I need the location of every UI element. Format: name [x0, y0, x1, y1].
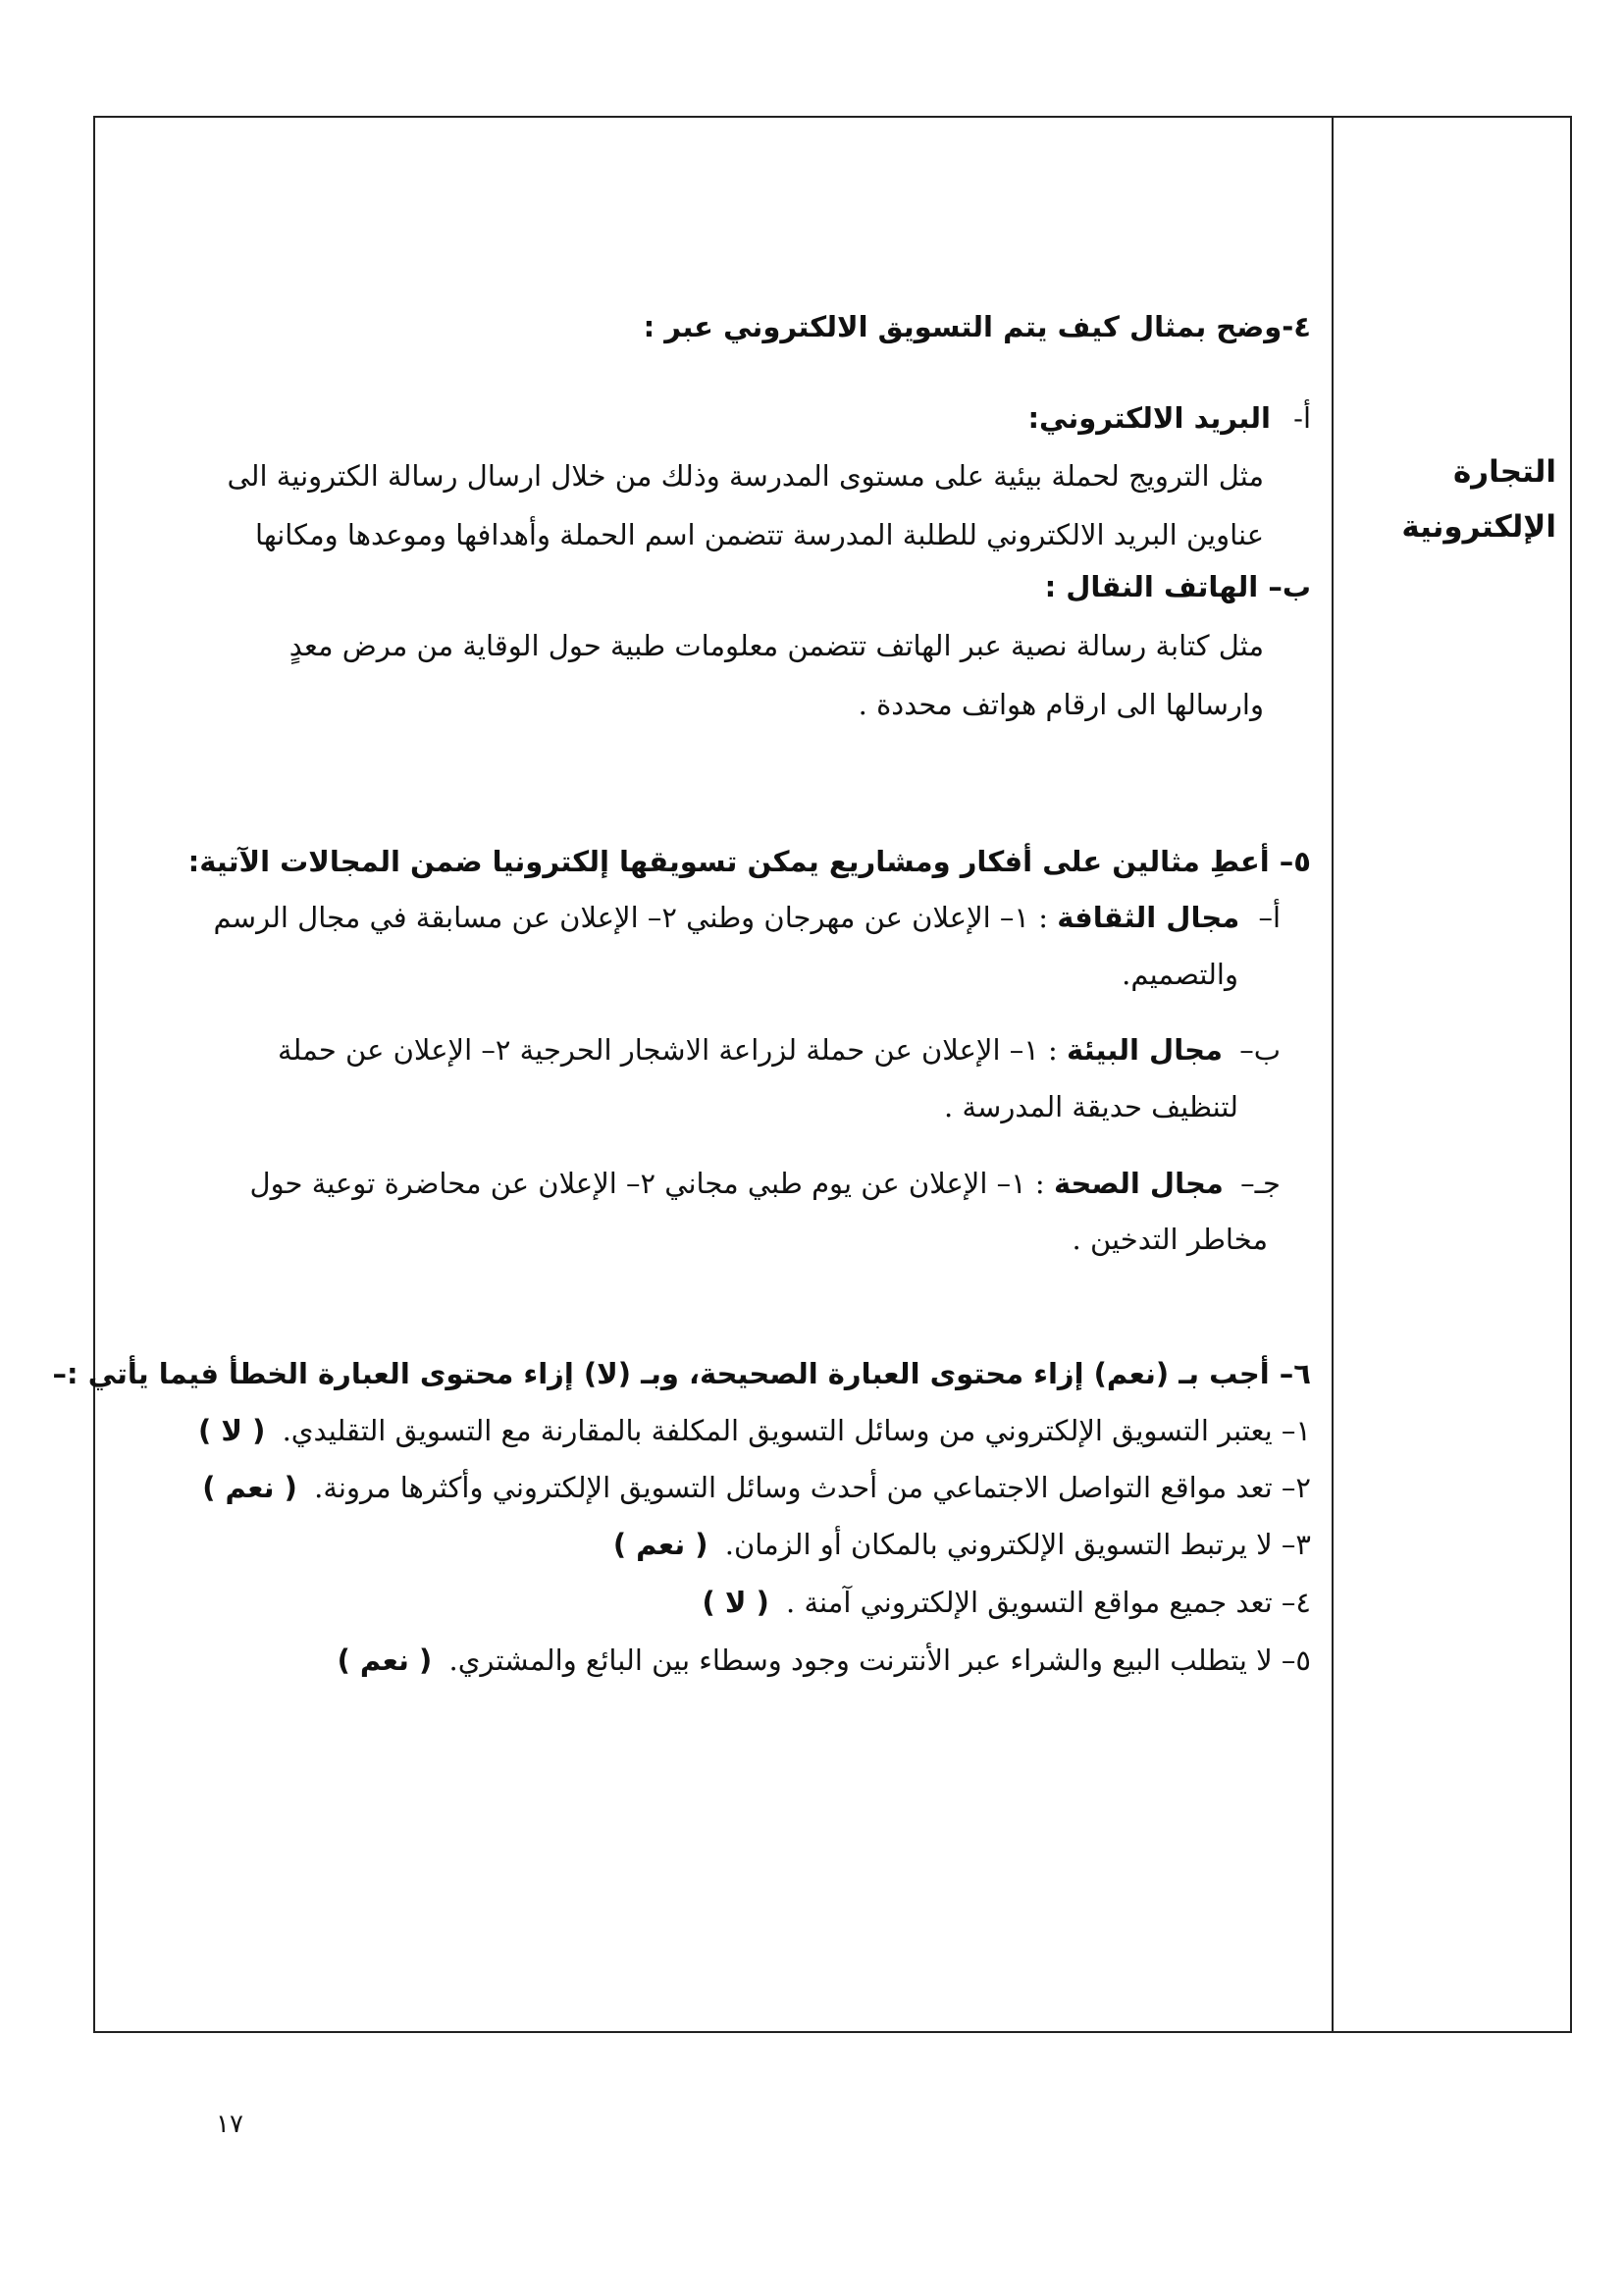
topic-title-line2: الإلكترونية	[1401, 509, 1556, 545]
q6-statement-2	[202, 1468, 1311, 1507]
q5-item-a-prefix: أ–	[1258, 901, 1281, 934]
q5-item-c-title: مجال الصحة	[1053, 1167, 1224, 1200]
q6-statement-5-answer: ( نعم )	[337, 1644, 433, 1677]
q4-item-b-line2: وارسالها الى ارقام هواتف محددة .	[858, 688, 1264, 721]
q6-statement-4-text: ٤– تعد جميع مواقع التسويق الإلكتروني آمنة .	[786, 1586, 1311, 1619]
q6-statement-1-text: ١– يعتبر التسويق الإلكتروني من وسائل التسويق المكلفة بالمقارنة مع التسويق التقليدي.	[282, 1414, 1311, 1447]
q4-item-b-line1: مثل كتابة رسالة نصية عبر الهاتف تتضمن معلومات طبية حول الوقاية من مرض معدٍ	[288, 629, 1264, 662]
q5-item-a	[213, 898, 1281, 937]
page-number: ١٧	[216, 2110, 243, 2139]
q5-item-c-continuation: مخاطر التدخين .	[1072, 1223, 1268, 1256]
q6-statement-1-answer: ( لا )	[198, 1414, 266, 1447]
q5-item-b-title: مجال البيئة	[1067, 1033, 1223, 1067]
q6-statement-4-answer: ( لا )	[702, 1586, 769, 1619]
q5-item-c-prefix: جـ–	[1240, 1167, 1281, 1200]
q5-item-c	[250, 1164, 1282, 1203]
q5-item-c-text: : ١– الإعلان عن يوم طبي مجاني ٢– الإعلان عن محاضرة توعية حول	[249, 1167, 1054, 1200]
q6-statement-2-text: ٢– تعد مواقع التواصل الاجتماعي من أحدث وسائل التسويق الإلكتروني وأكثرها مرونة.	[314, 1471, 1311, 1504]
q4-item-b-title: ب– الهاتف النقال :	[1044, 570, 1311, 603]
q4-item-a-line1: مثل الترويج لحملة بيئية على مستوى المدرسة وذلك من خلال ارسال رسالة الكترونية الى	[227, 459, 1264, 493]
side-column	[1335, 116, 1570, 2033]
q6-statement-3-answer: ( نعم )	[612, 1528, 708, 1561]
q5-item-a-continuation: والتصميم.	[1122, 958, 1238, 991]
q5-item-b-prefix: ب–	[1239, 1033, 1281, 1067]
q5-item-b	[278, 1030, 1281, 1070]
topic-title	[1350, 444, 1556, 554]
q6-statement-1	[198, 1411, 1311, 1450]
q6-statement-3	[613, 1525, 1311, 1564]
topic-title-line1: التجارة	[1452, 454, 1556, 490]
q4-item-a	[1027, 398, 1311, 438]
q6-statement-3-text: ٣– لا يرتبط التسويق الإلكتروني بالمكان أو الزمان.	[724, 1528, 1311, 1561]
q4-item-a-label: أ-	[1293, 401, 1311, 435]
q5-item-a-title: مجال الثقافة	[1057, 901, 1240, 934]
q4-item-a-line2: عناوين البريد الالكتروني للطلبة المدرسة تتضمن اسم الحملة وأهدافها وموعدها ومكانها	[255, 518, 1264, 551]
main-column	[52, 118, 1332, 2031]
q5-item-b-continuation: لتنظيف حديقة المدرسة .	[944, 1090, 1238, 1123]
q5-item-a-text: : ١– الإعلان عن مهرجان وطني ٢– الإعلان عن مسابقة في مجال الرسم	[213, 901, 1058, 934]
q4-heading: ٤-وضح بمثال كيف يتم التسويق الالكتروني عبر :	[643, 310, 1311, 343]
column-divider	[1332, 116, 1334, 2033]
q6-heading: ٦– أجب بـ (نعم) إزاء محتوى العبارة الصحيحة، وبـ (لا) إزاء محتوى العبارة الخطأ فيما يأتي :–	[52, 1357, 1311, 1390]
q4-item-a-title: البريد الالكتروني:	[1027, 401, 1271, 435]
q6-statement-4	[703, 1583, 1311, 1622]
q5-item-b-text: : ١– الإعلان عن حملة لزراعة الاشجار الحرجية ٢– الإعلان عن حملة	[277, 1033, 1068, 1067]
q6-statement-2-answer: ( نعم )	[202, 1471, 297, 1504]
q6-statement-5-text: ٥– لا يتطلب البيع والشراء عبر الأنترنت وجود وسطاء بين البائع والمشتري.	[448, 1644, 1311, 1677]
q5-heading: ٥– أعطِ مثالين على أفكار ومشاريع يمكن تسويقها إلكترونيا ضمن المجالات الآتية:	[187, 845, 1311, 878]
q6-statement-5	[338, 1641, 1311, 1680]
